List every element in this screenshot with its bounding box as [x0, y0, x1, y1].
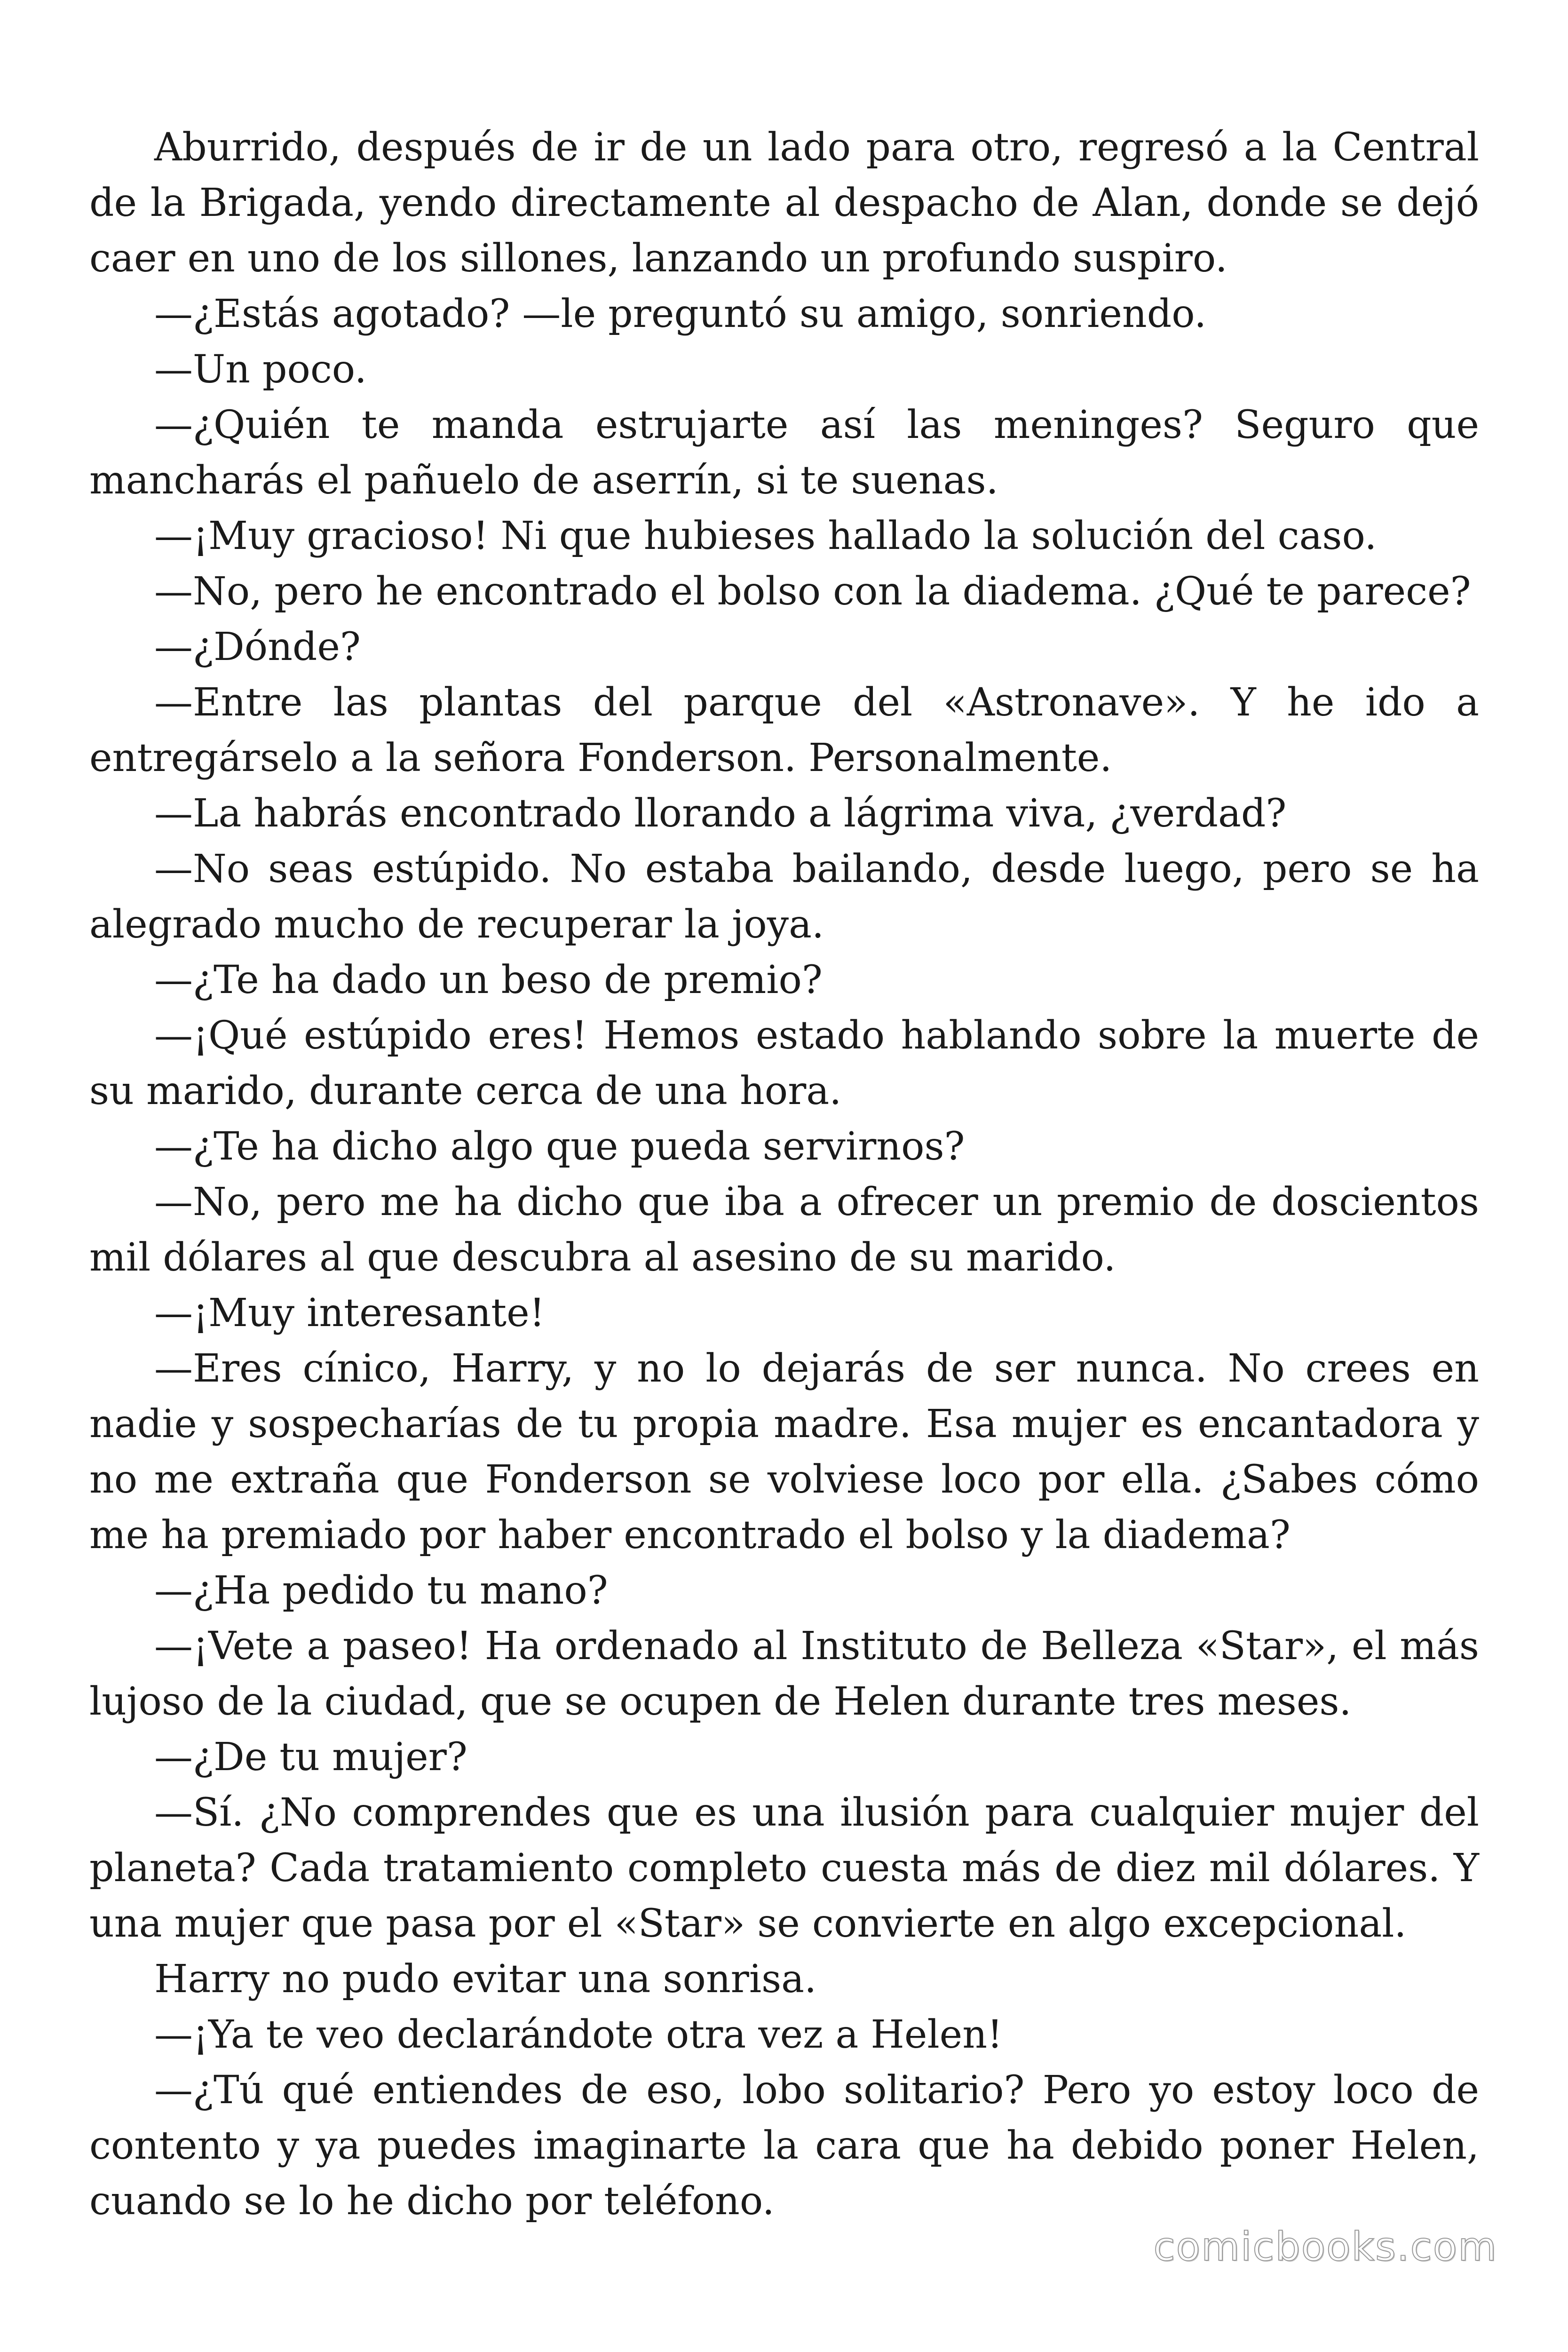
paragraph: —¡Muy interesante! [154, 1291, 545, 1335]
paragraph: —¿Quién te manda estrujarte así las meninges? Seguro que mancharás el pañuelo de aserrín, si te suenas. [89, 403, 1479, 503]
paragraph: —¿Dónde? [154, 625, 361, 669]
paragraph: —Entre las plantas del parque del «Astronave». Y he ido a entregárselo a la señora Fonderson. Personalmente. [89, 680, 1479, 780]
paragraph: —Un poco. [154, 347, 367, 392]
paragraph: —¿Ha pedido tu mano? [154, 1568, 608, 1613]
paragraph: Harry no pudo evitar una sonrisa. [154, 1957, 817, 2002]
paragraph: —No seas estúpido. No estaba bailando, desde luego, pero se ha alegrado mucho de recuperar la joya. [89, 847, 1479, 947]
paragraph: —¿De tu mujer? [154, 1735, 467, 1780]
paragraph: —¡Qué estúpido eres! Hemos estado hablando sobre la muerte de su marido, durante cerca de una hora. [89, 1013, 1479, 1113]
paragraph: —¡Vete a paseo! Ha ordenado al Instituto de Belleza «Star», el más lujoso de la ciudad, que se ocupen de Helen durante tres meses. [89, 1624, 1479, 1724]
paragraph: —¡Ya te veo declarándote otra vez a Helen! [154, 2012, 1003, 2057]
paragraph: —La habrás encontrado llorando a lágrima viva, ¿verdad? [154, 791, 1287, 836]
paragraph: —Eres cínico, Harry, y no lo dejarás de ser nunca. No crees en nadie y sospecharías de tu propia madre. Esa mujer es encantadora y no me extraña que Fonderson se volviese loco por ella. ¿Sabes cómo me ha premiado por haber encontrado el bolso y la diadema? [89, 1346, 1479, 1557]
paragraph: —¿Tú qué entiendes de eso, lobo solitario? Pero yo estoy loco de contento y ya puedes imaginarte la cara que ha debido poner Helen, cuando se lo he dicho por teléfono. [89, 2068, 1479, 2224]
paragraph: —¿Estás agotado? —le preguntó su amigo, sonriendo. [154, 292, 1207, 336]
document-page [89, 120, 1479, 2229]
watermark: comicbooks.com [1153, 2224, 1497, 2270]
paragraph: —Sí. ¿No comprendes que es una ilusión para cualquier mujer del planeta? Cada tratamiento completo cuesta más de diez mil dólares. Y una mujer que pasa por el «Star» se convierte en algo excepcional. [89, 1790, 1479, 1946]
paragraph: Aburrido, después de ir de un lado para otro, regresó a la Central de la Brigada, yendo directamente al despacho de Alan, donde se dejó caer en uno de los sillones, lanzando un profundo suspiro. [89, 125, 1479, 281]
paragraph: —¡Muy gracioso! Ni que hubieses hallado la solución del caso. [154, 514, 1377, 558]
paragraph: —No, pero he encontrado el bolso con la diadema. ¿Qué te parece? [154, 569, 1471, 614]
paragraph: —No, pero me ha dicho que iba a ofrecer un premio de doscientos mil dólares al que descubra al asesino de su marido. [89, 1180, 1479, 1280]
paragraph: —¿Te ha dicho algo que pueda servirnos? [154, 1124, 965, 1169]
paragraph: —¿Te ha dado un beso de premio? [154, 958, 823, 1002]
